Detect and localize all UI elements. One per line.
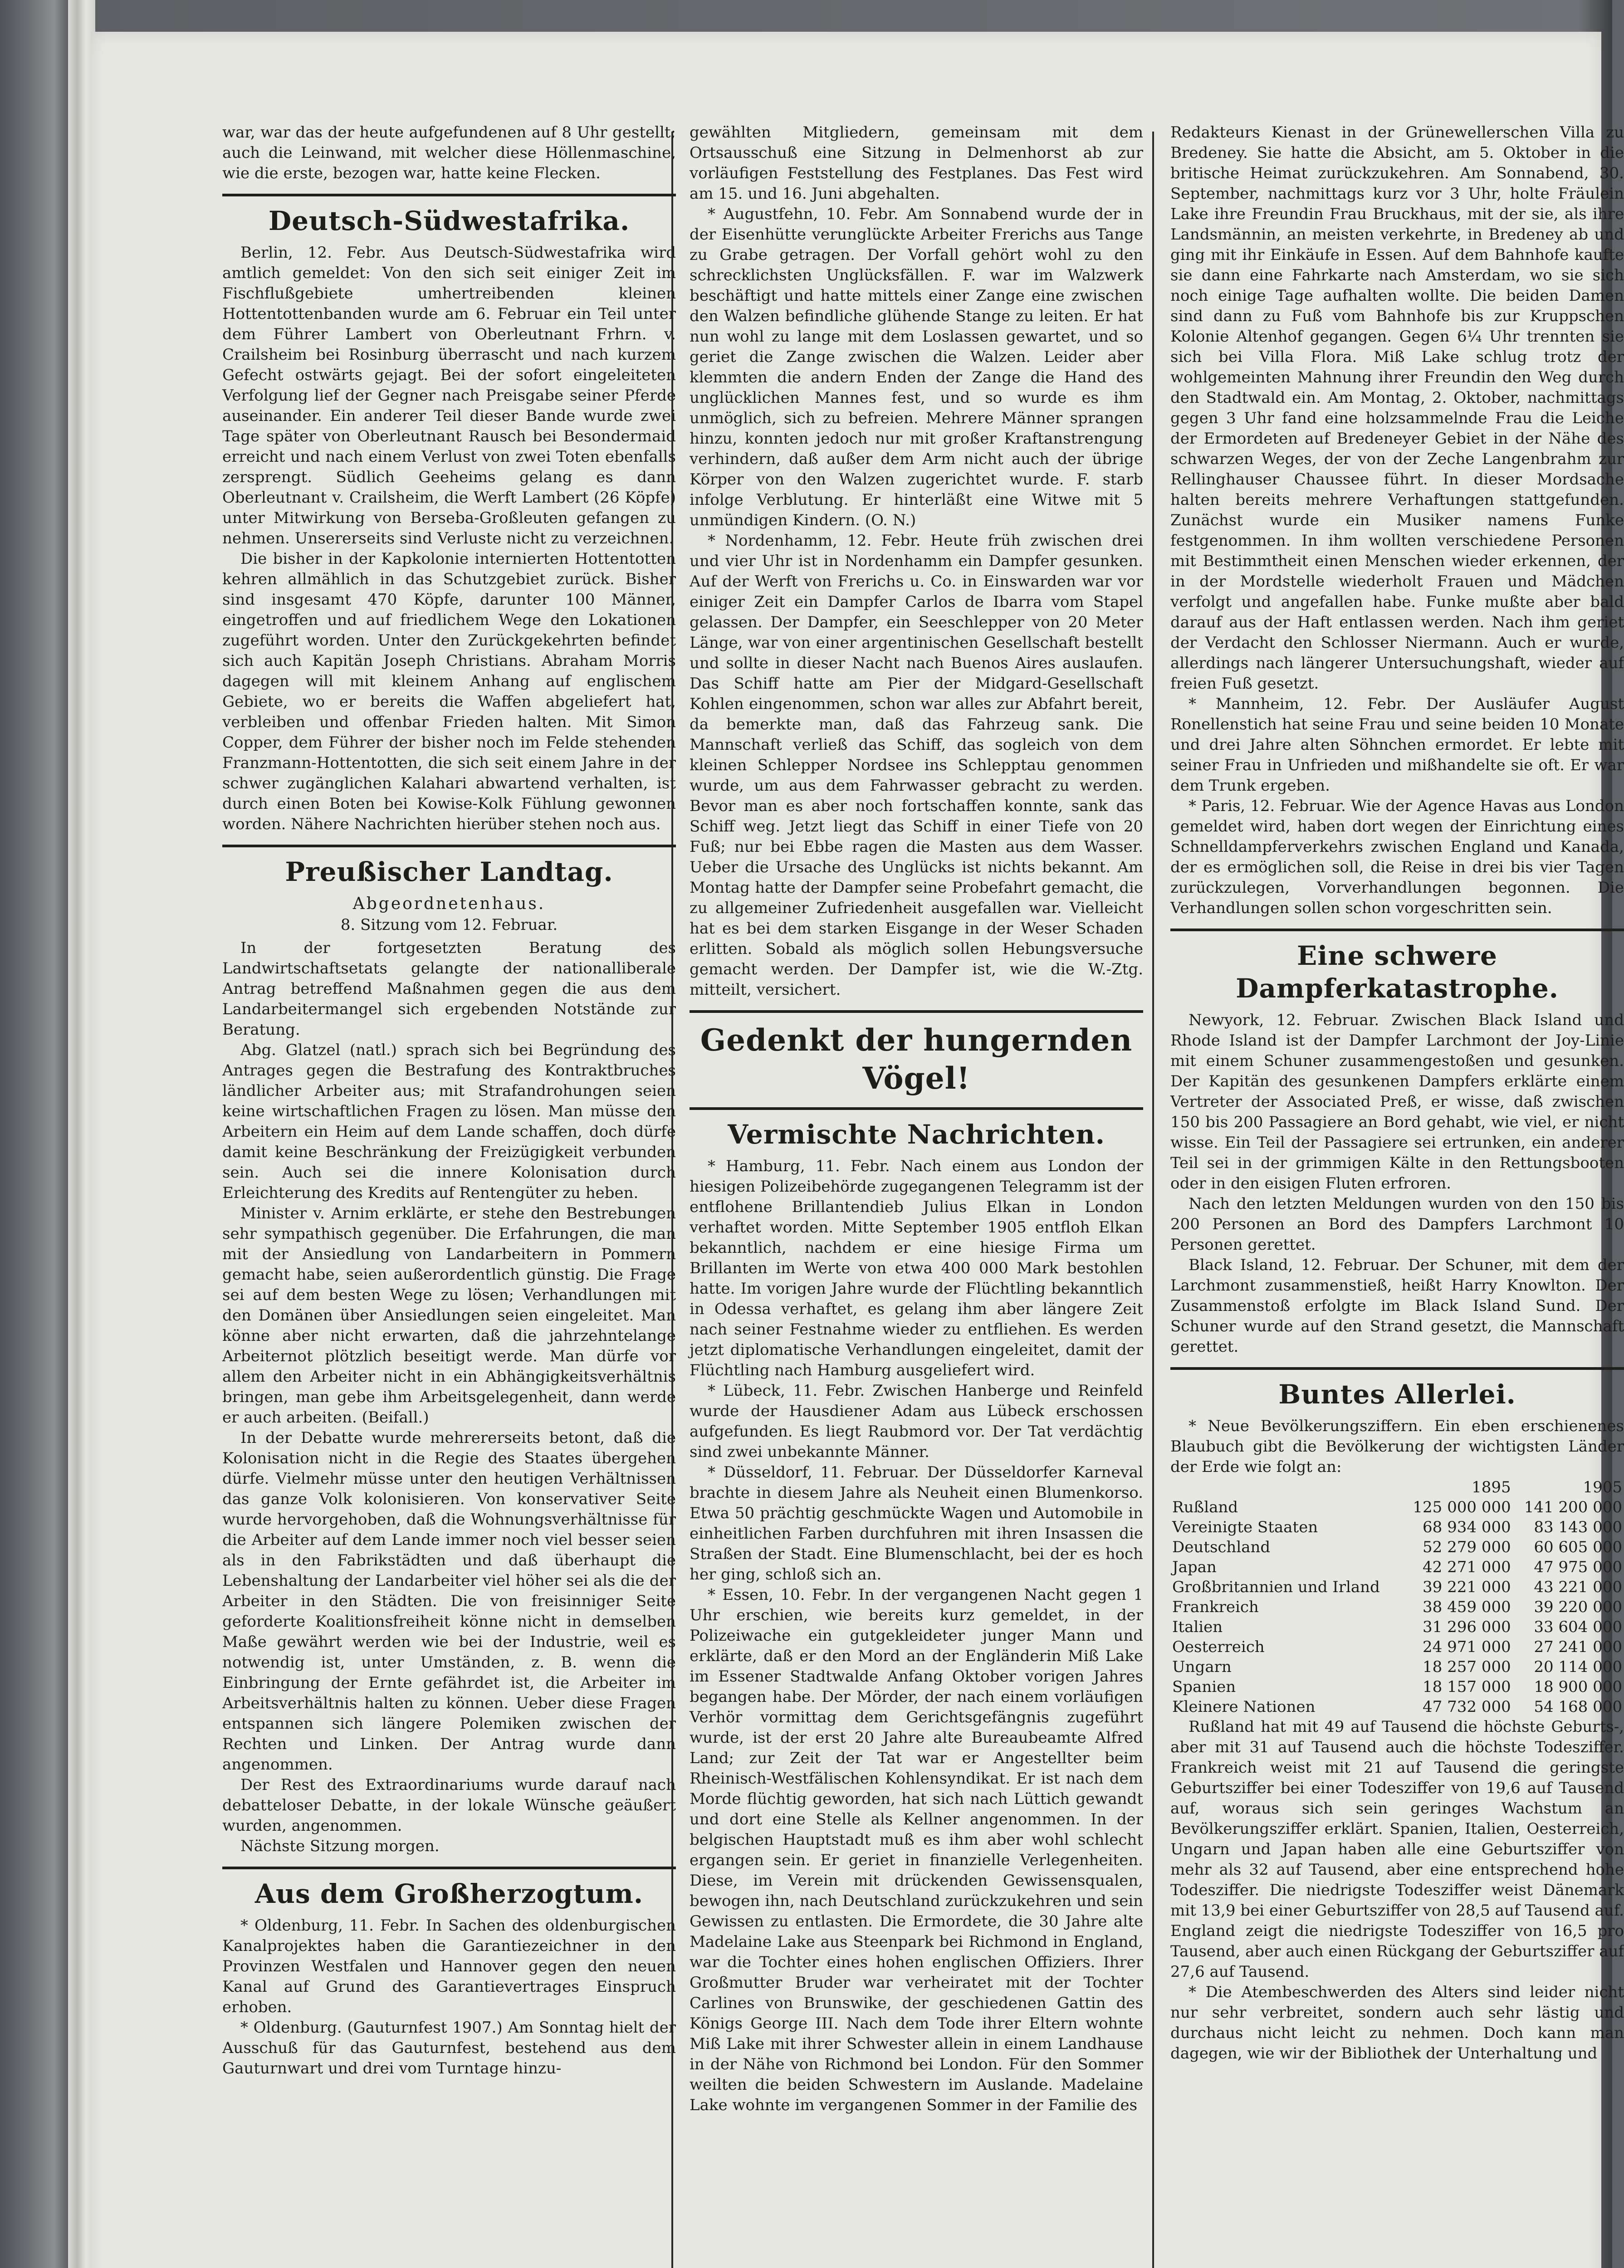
value-cell: 18 157 000 [1423, 1678, 1511, 1696]
population-table [1170, 1477, 1624, 1717]
section-rule [1170, 1367, 1624, 1370]
table-header: 1905 [1583, 1478, 1622, 1496]
value-cell: 47 732 000 [1423, 1698, 1511, 1716]
paragraph: Black Island, 12. Februar. Der Schuner, mit dem der Larchmont zusammenstieß, heißt Harry Knowlton. Der Zusammenstoß erfolgte im Black Island Sund. Der Schuner wurde auf den Strand gesetzt, die Mannschaft gerettet. [1170, 1256, 1624, 1356]
value-cell: 20 114 000 [1534, 1658, 1622, 1676]
paragraph: * Neue Bevölkerungsziffern. Ein eben erschienenes Blaubuch gibt die Bevölkerung der wichtigsten Länder der Erde wie folgt an: [1170, 1417, 1624, 1476]
country-cell: Kleinere Nationen [1172, 1698, 1316, 1716]
column-3 [1170, 122, 1624, 2268]
article-continuation: war, war das der heute aufgefundenen auf 8 Uhr gestellt; auch die Leinwand, mit welcher diese Höllenmaschine, wie die erste, bezogen war, hatte keine Flecken. [222, 123, 676, 182]
value-cell: 24 971 000 [1423, 1638, 1511, 1656]
section-subtitle-session: 8. Sitzung vom 12. Februar. [340, 916, 558, 934]
section-title-dsw: Deutsch-Südwestafrika. [268, 205, 630, 236]
paragraph: Rußland hat mit 49 auf Tausend die höchste Geburts-, aber mit 31 auf Tausend auch die höchste Todesziffer. Frankreich weist mit 21 auf Tausend die geringste Geburtsziffer bei einer Todesziffer von 19,6 auf Tausend auf, woraus sich sein geringes Wachstum an Bevölkerungsziffer erklärt. Spanien, Italien, Oesterreich, Ungarn und Japan haben alle eine Geburtsziffer von mehr als 32 auf Tausend, aber eine entsprechend hohe Todesziffer. Die niedrigste Todesziffer weist Dänemark mit 13,9 bei einer Geburtsziffer von 28,5 auf Tausend auf. England zeigt die niedrigste Todesziffer von 16,5 pro Tausend, aber auch einen Rückgang der Geburtsziffer auf 27,6 auf Tausend. [1170, 1718, 1624, 1981]
value-cell: 60 605 000 [1534, 1538, 1622, 1556]
section-title-grossherzogtum: Aus dem Großherzogtum. [254, 1878, 644, 1909]
section-rule [222, 194, 676, 196]
country-cell: Japan [1172, 1558, 1217, 1576]
paragraph: Die bisher in der Kapkolonie internierten Hottentotten kehren allmählich in das Schutzgebiet zurück. Bisher sind insgesamt 470 Köpfe, darunter 100 Männer, eingetroffen und auf friedlichem Wege den Lokationen zugeführt worden. Unter den Zurückgekehrten befindet sich auch Kapitän Joseph Christians. Abraham Morris dagegen will mit kleinem Anhang auf englischem Gebiete, wo er bereits die Waffen abgeliefert hat, verbleiben und offenbar Frieden halten. Mit Simon Copper, dem Führer der bisher noch im Felde stehenden Franzmann-Hottentotten, die sich seit einem Jahre in der schwer zugänglichen Kalahari abwartend verhalten, ist durch einen Boten bei Kowise-Kolk Fühlung gewonnen worden. Nähere Nachrichten hierüber stehen noch aus. [222, 550, 676, 833]
section-rule [1170, 929, 1624, 931]
country-cell: Oesterreich [1172, 1638, 1265, 1656]
paragraph: * Düsseldorf, 11. Februar. Der Düsseldorfer Karneval brachte in diesem Jahre als Neuheit einen Blumenkorso. Etwa 50 prächtig geschmückte Wagen und Automobile in einheitlichen Farben durchfuhren mit ihren Insassen die Straßen der Stadt. Eine Blumenschlacht, bei der es hoch her ging, schloß sich an. [690, 1463, 1143, 1584]
table-row [1170, 1497, 1624, 1517]
paragraph: * Paris, 12. Februar. Wie der Agence Havas aus London gemeldet wird, haben dort wegen der Einrichtung eines Schnelldampferverkehrs zwischen England und Kanada, der es ermöglichen soll, die Reise in drei bis vier Tagen zurückzulegen, Vorverhandlungen begonnen. Die Verhandlungen sollen schon vorgeschritten sein. [1170, 797, 1624, 917]
table-header: 1895 [1472, 1478, 1511, 1496]
value-cell: 141 200 000 [1524, 1498, 1622, 1516]
table-row [1170, 1637, 1624, 1657]
value-cell: 31 296 000 [1423, 1618, 1511, 1636]
table-row [1170, 1697, 1624, 1717]
value-cell: 83 143 000 [1534, 1518, 1622, 1536]
paragraph: * Nordenhamm, 12. Febr. Heute früh zwischen drei und vier Uhr ist in Nordenhamm ein Dampfer gesunken. Auf der Werft von Frerichs u. Co. in Einswarden war vor einiger Zeit ein Dampfer Carlos de Ibarra vom Stapel gelassen. Der Dampfer, ein Seeschlepper von 20 Meter Länge, war von einer argentinischen Gesellschaft bestellt und sollte in dieser Nacht nach Buenos Aires auslaufen. Das Schiff hatte am Pier der Midgard-Gesellschaft Kohlen eingenommen, schon war alles zur Abfahrt bereit, da bemerkte man, daß das Fahrzeug sank. Die Mannschaft verließ das Schiff, das sogleich von dem kleinen Schlepper Nordsee ins Schlepptau genommen wurde, um aus dem Fahrwasser gebracht zu werden. Bevor man es aber noch fortschaffen konnte, sank das Schiff weg. Jetzt liegt das Schiff in einer Tiefe von 20 Fuß; nur bei Ebbe ragen die Masten aus dem Wasser. Ueber die Ursache des Unglücks ist nichts bekannt. Am Montag hatte der Dampfer seine Probefahrt gemacht, die zu allgemeiner Zufriedenheit ausgefallen war. Vielleicht hat es bei dem starken Eisgange in der Weser Schaden erlitten. Sobald als möglich sollen Hebungsversuche gemacht werden. Der Dampfer ist, wie die W.-Ztg. mitteilt, versichert. [690, 532, 1143, 999]
value-cell: 18 257 000 [1423, 1658, 1511, 1676]
table-row [1170, 1537, 1624, 1557]
paragraph: * Oldenburg, 11. Febr. In Sachen des oldenburgischen Kanalprojektes haben die Garantiezeichner in den Provinzen Westfalen und Hannover gegen den neuen Kanal auf Grund des Garantievertrages Einspruch erhoben. [222, 1916, 676, 2016]
value-cell: 43 221 000 [1534, 1578, 1622, 1596]
paragraph: In der Debatte wurde mehrererseits betont, daß die Kolonisation nicht in die Regie des Staates übergehen dürfe. Vielmehr müsse unter den heutigen Verhältnissen das ganze Volk kolonisieren. Von konservativer Seite wurde hervorgehoben, daß die Wohnungsverhältnisse für die Arbeiter auf dem Lande immer noch viel besser seien als in den Fabrikstädten und daß überhaupt die Lebenshaltung der Landarbeiter viel höher sei als die der Arbeiter in den Städten. Die von freisinniger Seite geforderte Koalitionsfreiheit könne nicht in demselben Maße gewährt werden wie bei der Industrie, weil es notwendig ist, unter Umständen, z. B. wenn die Einbringung der Ernte gefährdet ist, die Arbeiter im Arbeitsverhältnis halten zu können. Ueber diese Fragen entspannen sich längere Polemiken zwischen der Rechten und Linken. Der Antrag wurde dann angenommen. [222, 1429, 676, 1774]
country-cell: Spanien [1172, 1678, 1236, 1696]
paragraph: Berlin, 12. Febr. Aus Deutsch-Südwestafrika wird amtlich gemeldet: Von den sich seit einiger Zeit im Fischflußgebiete umhertreibenden kleinen Hottentottenbanden wurde am 6. Februar ein Teil unter dem Führer Lambert von Oberleutnant Frhrn. v. Crailsheim bei Rosinburg überrascht und nach kurzem Gefecht ostwärts gejagt. Bei der sofort eingeleiteten Verfolgung lief der Gegner nach Preisgabe seiner Pferde auseinander. Ein anderer Teil dieser Bande wurde zwei Tage später von Oberleutnant Rausch bei Besondermaid erreicht und nach einem Verlust von zwei Toten ebenfalls zersprengt. Südlich Geeheims gelang es dann Oberleutnant v. Crailsheim, die Werft Lambert (26 Köpfe) unter Mitwirkung von Berseba-Großleuten gefangen zu nehmen. Unsererseits sind Verluste nicht zu verzeichnen. [222, 244, 676, 547]
country-cell: Deutschland [1172, 1538, 1271, 1556]
table-header-row [1170, 1477, 1624, 1497]
section-rule [690, 1010, 1143, 1013]
country-cell: Frankreich [1172, 1598, 1259, 1616]
value-cell: 125 000 000 [1413, 1498, 1511, 1516]
section-rule [222, 1867, 676, 1869]
value-cell: 33 604 000 [1534, 1618, 1622, 1636]
country-cell: Rußland [1172, 1498, 1238, 1516]
value-cell: 42 271 000 [1423, 1558, 1511, 1576]
section-subtitle: Abgeordnetenhaus. [352, 894, 546, 913]
paragraph: Abg. Glatzel (natl.) sprach sich bei Begründung des Antrages gegen die Bestrafung des Kontraktbruches ländlicher Arbeiter aus; mit Strafandrohungen seien keine wirtschaftlichen Fragen zu lösen. Man müsse den Arbeitern ein Heim auf dem Lande schaffen, doch dürfe damit keine Beschränkung der Freizügigkeit verbunden sein. Auch sei die innere Kolonisation durch Erleichterung des Kredits auf Rentengüter zu heben. [222, 1041, 676, 1202]
section-title-buntes-allerlei: Buntes Allerlei. [1278, 1379, 1516, 1410]
newspaper-page [91, 32, 1624, 2268]
section-title-dampferkatastrophe: Eine schwere Dampferkatastrophe. [1236, 940, 1559, 1004]
table-row [1170, 1657, 1624, 1677]
country-cell: Ungarn [1172, 1658, 1232, 1676]
paragraph: * Oldenburg. (Gauturnfest 1907.) Am Sonntag hielt der Ausschuß für das Gauturnfest, bestehend aus dem Gauturnwart und drei vom Turntage hinzu- [222, 2019, 676, 2077]
section-title-landtag: Preußischer Landtag. [285, 856, 613, 887]
section-rule [222, 845, 676, 847]
table-header [1170, 1477, 1401, 1497]
paragraph: * Essen, 10. Febr. In der vergangenen Nacht gegen 1 Uhr erschien, wie bereits kurz gemeldet, in der Polizeiwache ein gutgekleideter junger Mann und erklärte, daß er den Mord an der Engländerin Miß Lake im Essener Stadtwalde Anfang Oktober vorigen Jahres begangen habe. Der Mörder, der nach einem vorläufigen Verhör vormittag dem Gerichtsgefängnis zugeführt wurde, ist der erst 20 Jahre alte Bureaubeamte Alfred Land; zur Zeit der Tat war er Angestellter beim Rheinisch-Westfälischen Kohlensyndikat. Er ist nach dem Morde flüchtig geworden, hat sich nach Lüttich gewandt und dort eine Stelle als Kellner angenommen. In der belgischen Hauptstadt muß es ihm aber wohl schlecht ergangen sein. Er geriet in finanzielle Verlegenheiten. Diese, im Verein mit drückenden Gewissensqualen, bewogen ihn, nach Deutschland zurückzukehren und sein Gewissen zu entlasten. Die Ermordete, die 30 Jahre alte Madelaine Lake aus Steenpark bei Richmond in England, war die Tochter eines hohen englischen Offiziers. Ihrer Großmutter Bruder war verheiratet mit der Tochter Carlines von Brunswike, der geschiedenen Gattin des Königs George III. Nach dem Tode ihrer Eltern wohnte Miß Lake mit ihrer Schwester allein in einem Landhause in der Nähe von Richmond bei London. Für den Sommer weilten die beiden Schwestern im Auslande. Madelaine Lake wohnte im vergangenen Sommer in der Familie des [690, 1586, 1143, 2114]
paragraph: * Die Atembeschwerden des Alters sind leider nicht nur sehr verbreitet, sondern auch sehr lästig und durchaus nicht leicht zu nehmen. Doch kann man dagegen, wie wir der Bibliothek der Unterhaltung und [1170, 1983, 1624, 2063]
paragraph: Minister v. Arnim erklärte, er stehe den Bestrebungen sehr sympathisch gegenüber. Die Erfahrungen, die man mit der Ansiedlung von Landarbeitern in Pommern gemacht habe, seien außerordentlich günstig. Die Frage sei auf dem besten Wege zu lösen; Verhandlungen mit den Domänen über Ansiedlungen seien eingeleitet. Man könne aber nicht erwarten, daß die jahrzehntelange Arbeiternot plötzlich beseitigt werde. Man dürfe vor allem den Arbeiter nicht in ein Abhängigkeitsverhältnis bringen, man gebe ihm Arbeitsgelegenheit, dann werde er auch arbeiten. (Beifall.) [222, 1204, 676, 1427]
paragraph: Der Rest des Extraordinariums wurde darauf nach debatteloser Debatte, in der lokale Wünsche geäußert wurden, angenommen. [222, 1776, 676, 1835]
paragraph: Nächste Sitzung morgen. [240, 1837, 440, 1855]
value-cell: 39 220 000 [1534, 1598, 1622, 1616]
paragraph: * Lübeck, 11. Febr. Zwischen Hanberge und Reinfeld wurde der Hausdiener Adam aus Lübeck erschossen aufgefunden. Es liegt Raubmord vor. Der Tat verdächtig sind zwei unbekannte Männer. [690, 1382, 1143, 1461]
paragraph: * Hamburg, 11. Febr. Nach einem aus London der hiesigen Polizeibehörde zugegangenen Telegramm ist der entflohene Brillantendieb Julius Elkan in London verhaftet worden. Mitte September 1905 entfloh Elkan bekanntlich, nachdem er eine hiesige Firma um Brillanten im Werte von etwa 400 000 Mark bestohlen hatte. Im vorigen Jahre wurde der Flüchtling bekanntlich in Odessa verhaftet, es gelang ihm aber längere Zeit nach seiner Festnahme wieder zu entfliehen. Es werden jetzt diplomatische Verhandlungen eingeleitet, damit der Flüchtling nach Hamburg ausgeliefert wird. [690, 1157, 1143, 1379]
value-cell: 54 168 000 [1534, 1698, 1622, 1716]
country-cell: Großbritannien und Irland [1172, 1578, 1380, 1596]
value-cell: 52 279 000 [1423, 1538, 1511, 1556]
table-row [1170, 1517, 1624, 1537]
value-cell: 68 934 000 [1423, 1518, 1511, 1536]
table-row [1170, 1557, 1624, 1577]
value-cell: 38 459 000 [1423, 1598, 1511, 1616]
table-row [1170, 1577, 1624, 1597]
article-continuation: Redakteurs Kienast in der Grünewellerschen Villa zu Bredeney. Sie hatte die Absicht, am 5. Oktober in die britische Heimat zurückzukehren. Am Sonnabend, 30. September, nachmittags kurz vor 3 Uhr, holte Fräulein Lake ihre Freundin Frau Bruckhaus, mit der sie, als ihre Landsmännin, an meisten verkehrte, in Bredeney ab und ging mit ihr Einkäufe in Essen. Auf dem Bahnhofe kaufte sie dann eine Fahrkarte nach Amsterdam, wo sie sich noch einige Tage aufhalten wollte. Die beiden Damen sind dann zu Fuß vom Bahnhofe bis zur Kruppschen Kolonie Altenhof gegangen. Gegen 6¼ Uhr trennten sie sich bei Villa Flora. Miß Lake schlug trotz der wohlgemeinten Mahnung ihrer Freundin den Weg durch den Stadtwald ein. Am Montag, 2. Oktober, nachmittags gegen 3 Uhr fand eine holzsammelnde Frau die Leiche der Ermordeten auf Bredeneyer Gebiet in der Nähe des schwarzen Weges, der von der Zeche Langenbrahm zur Rellinghauser Chaussee führt. In dieser Mordsache halten bereits mehrere Verhaftungen stattgefunden. Zunächst wurde ein Musiker namens Funke festgenommen. In ihm wollten verschiedene Personen mit Bestimmtheit einen Menschen wieder erkennen, der in der Mordstelle wiederholt Frauen und Mädchen verfolgt und angefallen habe. Funke mußte aber bald darauf aus der Haft entlassen werden. Nach ihm geriet der Verdacht den Schlosser Niermann. Auch er wurde, allerdings nach längerer Untersuchungshaft, wieder auf freien Fuß gesetzt. [1170, 123, 1624, 693]
section-title-vermischte: Vermischte Nachrichten. [728, 1119, 1105, 1150]
value-cell: 27 241 000 [1534, 1638, 1622, 1656]
section-rule [690, 1107, 1143, 1110]
paragraph: * Mannheim, 12. Febr. Der Ausläufer August Ronellenstich hat seine Frau und seine beiden 10 Monate und drei Jahre alten Söhnchen ermordet. Er lebte mit seiner Frau in Unfrieden und mißhandelte sie oft. Er war dem Trunk ergeben. [1170, 695, 1624, 795]
value-cell: 39 221 000 [1423, 1578, 1511, 1596]
value-cell: 47 975 000 [1534, 1558, 1622, 1576]
country-cell: Italien [1172, 1618, 1223, 1636]
table-row [1170, 1597, 1624, 1617]
table-row [1170, 1617, 1624, 1637]
paragraph: * Augustfehn, 10. Febr. Am Sonnabend wurde der in der Eisenhütte verunglückte Arbeiter Frerichs aus Tange zu Grabe getragen. Der Vorfall gehört wohl zu den schrecklichsten Unglücksfällen. F. war im Walzwerk beschäftigt und hatte mittels einer Zange eine zwischen den Walzen befindliche glühende Stange zu leiten. Er hat nun wohl zu lange mit dem Loslassen gewartet, und so geriet die Zange zwischen die Walzen. Leider aber klemmten die andern Enden der Zange die Hand des unglücklichen Mannes fest, und so wurde es ihm unmöglich, sich zu befreien. Mehrere Männer sprangen hinzu, konnten jedoch nur mit großer Kraftanstrengung verhindern, daß außer dem Arm nicht auch der übrige Körper von den Walzen zugerichtet wurde. F. starb infolge Verblutung. Er hinterläßt eine Witwe mit 5 unmündigen Kindern. (O. N.) [690, 205, 1143, 529]
column-divider-2 [1152, 132, 1154, 2268]
paragraph: In der fortgesetzten Beratung des Landwirtschaftsetats gelangte der nationalliberale Antrag betreffend Maßnahmen gegen die aus dem Landarbeitermangel sich ergebenden Notstände zur Beratung. [222, 939, 676, 1039]
country-cell: Vereinigte Staaten [1172, 1518, 1318, 1536]
banner-headline: Gedenkt der hungernden Vögel! [700, 1022, 1133, 1096]
article-continuation: gewählten Mitgliedern, gemeinsam mit dem Ortsausschuß eine Sitzung in Delmenhorst ab zur vorläufigen Feststellung des Festplanes. Das Fest wird am 15. und 16. Juni abgehalten. [690, 123, 1143, 203]
column-1 [222, 122, 676, 2268]
paragraph: Nach den letzten Meldungen wurden von den 150 bis 200 Personen an Bord des Dampfers Larchmont 10 Personen gerettet. [1170, 1195, 1624, 1254]
paragraph: Newyork, 12. Februar. Zwischen Black Island und Rhode Island ist der Dampfer Larchmont der Joy-Linie mit einem Schuner zusammengestoßen und gesunken. Der Kapitän des gesunkenen Dampfers erklärte einem Vertreter der Associated Preß, er wisse, daß zwischen 150 bis 200 Passagiere an Bord gehabt, wie viel, er nicht wisse. Ein Teil der Passagiere sei ertrunken, ein anderer Teil sei in der grimmigen Kälte in den Rettungsbooten oder in den eisigen Fluten erfroren. [1170, 1011, 1624, 1193]
table-row [1170, 1677, 1624, 1697]
column-2 [690, 122, 1143, 2268]
value-cell: 18 900 000 [1534, 1678, 1622, 1696]
